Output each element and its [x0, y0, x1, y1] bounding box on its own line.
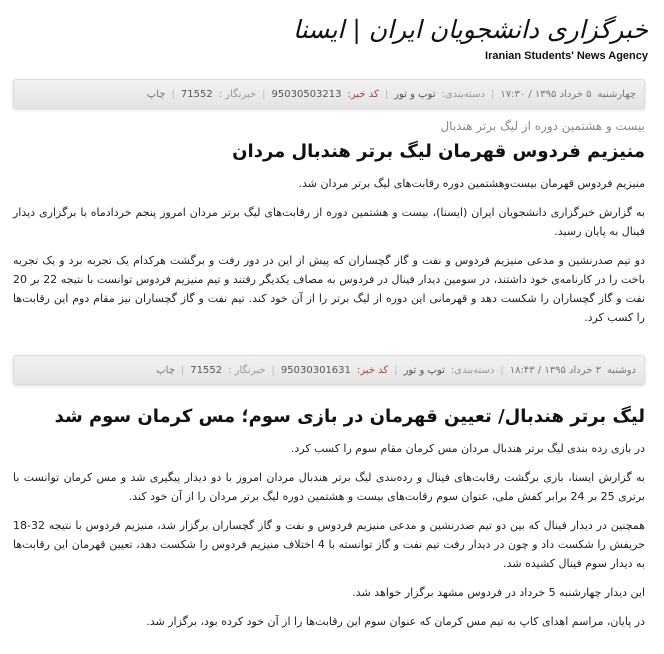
site-header: [0, 0, 664, 78]
article-paragraph: در پایان، مراسم اهدای کاپ به تیم مس کرمان که عنوان سوم این رقابت‌ها را از آن خود کرده بود، برگزار شد.: [146, 615, 645, 628]
meta-reporter-label: خبرنگار :: [228, 364, 266, 376]
meta-date: ۳ خرداد ۱۳۹۵ / ۱۸:۴۳: [509, 364, 601, 376]
article-paragraph: دو تیم صدرنشین و مدعی منیزیم فردوس و نفت و گاز گچساران که پیش از این در دور رفت و برگشت هرکدام یک تجربه برد و یک تجربه باخت را در کارنامه‌ی خود داشتند، در سومین دیدار فینال در فردوس به مصاف یکدیگر رفتند و تیم منیزیم فردوس توانست با نتیجه 22 بر 20 نفت و گاز گچساران را شکست دهد و قهرمانی این دوره از لیگ برتر را از آن خود کند. تیم نفت و گاز گچساران نیز مقام دوم این رقابت‌ها را کسب کرد.: [13, 254, 646, 324]
article: [13, 119, 645, 337]
meta-code-label: کد خبر:: [347, 88, 379, 100]
logo-english-text: Iranian Students' News Agency: [485, 50, 648, 62]
isna-logo[interactable]: [293, 14, 648, 62]
article-meta-bar: چهارشنبه ۵ خرداد ۱۳۹۵ / ۱۷:۳۰ | دسته‌بندی: توپ و تور | کد خبر: 95030503213 | خبرنگار : 71552 | چاپ: [13, 79, 645, 109]
meta-category-label: دسته‌بندی:: [450, 364, 495, 376]
article-paragraph: به گزارش ایسنا، بازی برگشت رقابت‌های فینال و رده‌بندی لیگ برتر هندبال مردان امروز با دو دیدار پیگیری شد و مس کرمان توانست با برتری 25 بر 24 برابر کفش ملی، عنوان سوم رقابت‌های بیست و هشتمین دوره لیگ برتر مردان را از آن خود کند.: [13, 471, 645, 503]
meta-reporter[interactable]: 71552: [180, 88, 213, 100]
meta-reporter-label: خبرنگار :: [218, 88, 257, 100]
article-title[interactable]: لیگ برتر هندبال/ تعیین قهرمان در بازی سوم؛ مس کرمان سوم شد: [54, 406, 645, 427]
meta-category-link[interactable]: توپ و تور: [403, 364, 445, 376]
print-link[interactable]: چاپ: [156, 364, 175, 376]
logo-persian-text: خبرگزاری دانشجویان ایران | ایسنا: [293, 15, 648, 44]
meta-day: چهارشنبه: [597, 88, 636, 100]
article-paragraph: این دیدار چهارشنبه 5 خرداد در فردوس مشهد برگزار خواهد شد.: [352, 586, 645, 599]
article-lead: منیزیم فردوس قهرمان بیست‌وهشتمین دوره رقابت‌های لیگ برتر مردان شد.: [298, 177, 645, 190]
meta-reporter[interactable]: 71552: [190, 364, 223, 376]
article-paragraph: به گزارش خبرگزاری دانشجویان ایران (ایسنا)، بیست و هشتمین دوره از رقابت‌های لیگ برتر مردان امروز پنجم خردادماه با برگزاری دیدار فینال به پایان رسید.: [13, 206, 645, 238]
meta-category-link[interactable]: توپ و تور: [394, 88, 436, 100]
print-link[interactable]: چاپ: [146, 88, 166, 100]
article: [13, 406, 645, 641]
meta-code-label: کد خبر:: [356, 364, 389, 376]
meta-category-label: دسته‌بندی:: [441, 88, 485, 100]
meta-code: 95030301631: [280, 364, 351, 376]
article-title[interactable]: منیزیم فردوس قهرمان لیگ برتر هندبال مردان: [232, 141, 645, 162]
article-paragraph: همچنین در دیدار فینال که بین دو تیم صدرنشین و مدعی منیزیم فردوس و نفت و گاز گچساران برگزار شد، منیزیم فردوس با نتیجه 32-18 حریفش را شکست داد و چون در دیدار رفت تیم نفت و گاز توانسته با 4 اختلاف منیزیم فردوس را شکست دهد، تعیین قهرمان این رقابت‌ها به دیدار سوم فینال کشیده شد.: [13, 519, 645, 570]
meta-date: ۵ خرداد ۱۳۹۵ / ۱۷:۳۰: [500, 88, 592, 100]
article-meta-bar: دوشنبه ۳ خرداد ۱۳۹۵ / ۱۸:۴۳ | دسته‌بندی: توپ و تور | کد خبر: 95030301631 | خبرنگار : 71552 | چاپ: [13, 355, 645, 385]
article-kicker: بیست و هشتمین دوره از لیگ برتر هندبال: [440, 119, 645, 133]
article-lead: در بازی رده بندی لیگ برتر هندبال مردان مس کرمان مقام سوم را کسب کرد.: [290, 442, 645, 455]
meta-code: 95030503213: [271, 88, 342, 100]
meta-day: دوشنبه: [606, 364, 636, 376]
